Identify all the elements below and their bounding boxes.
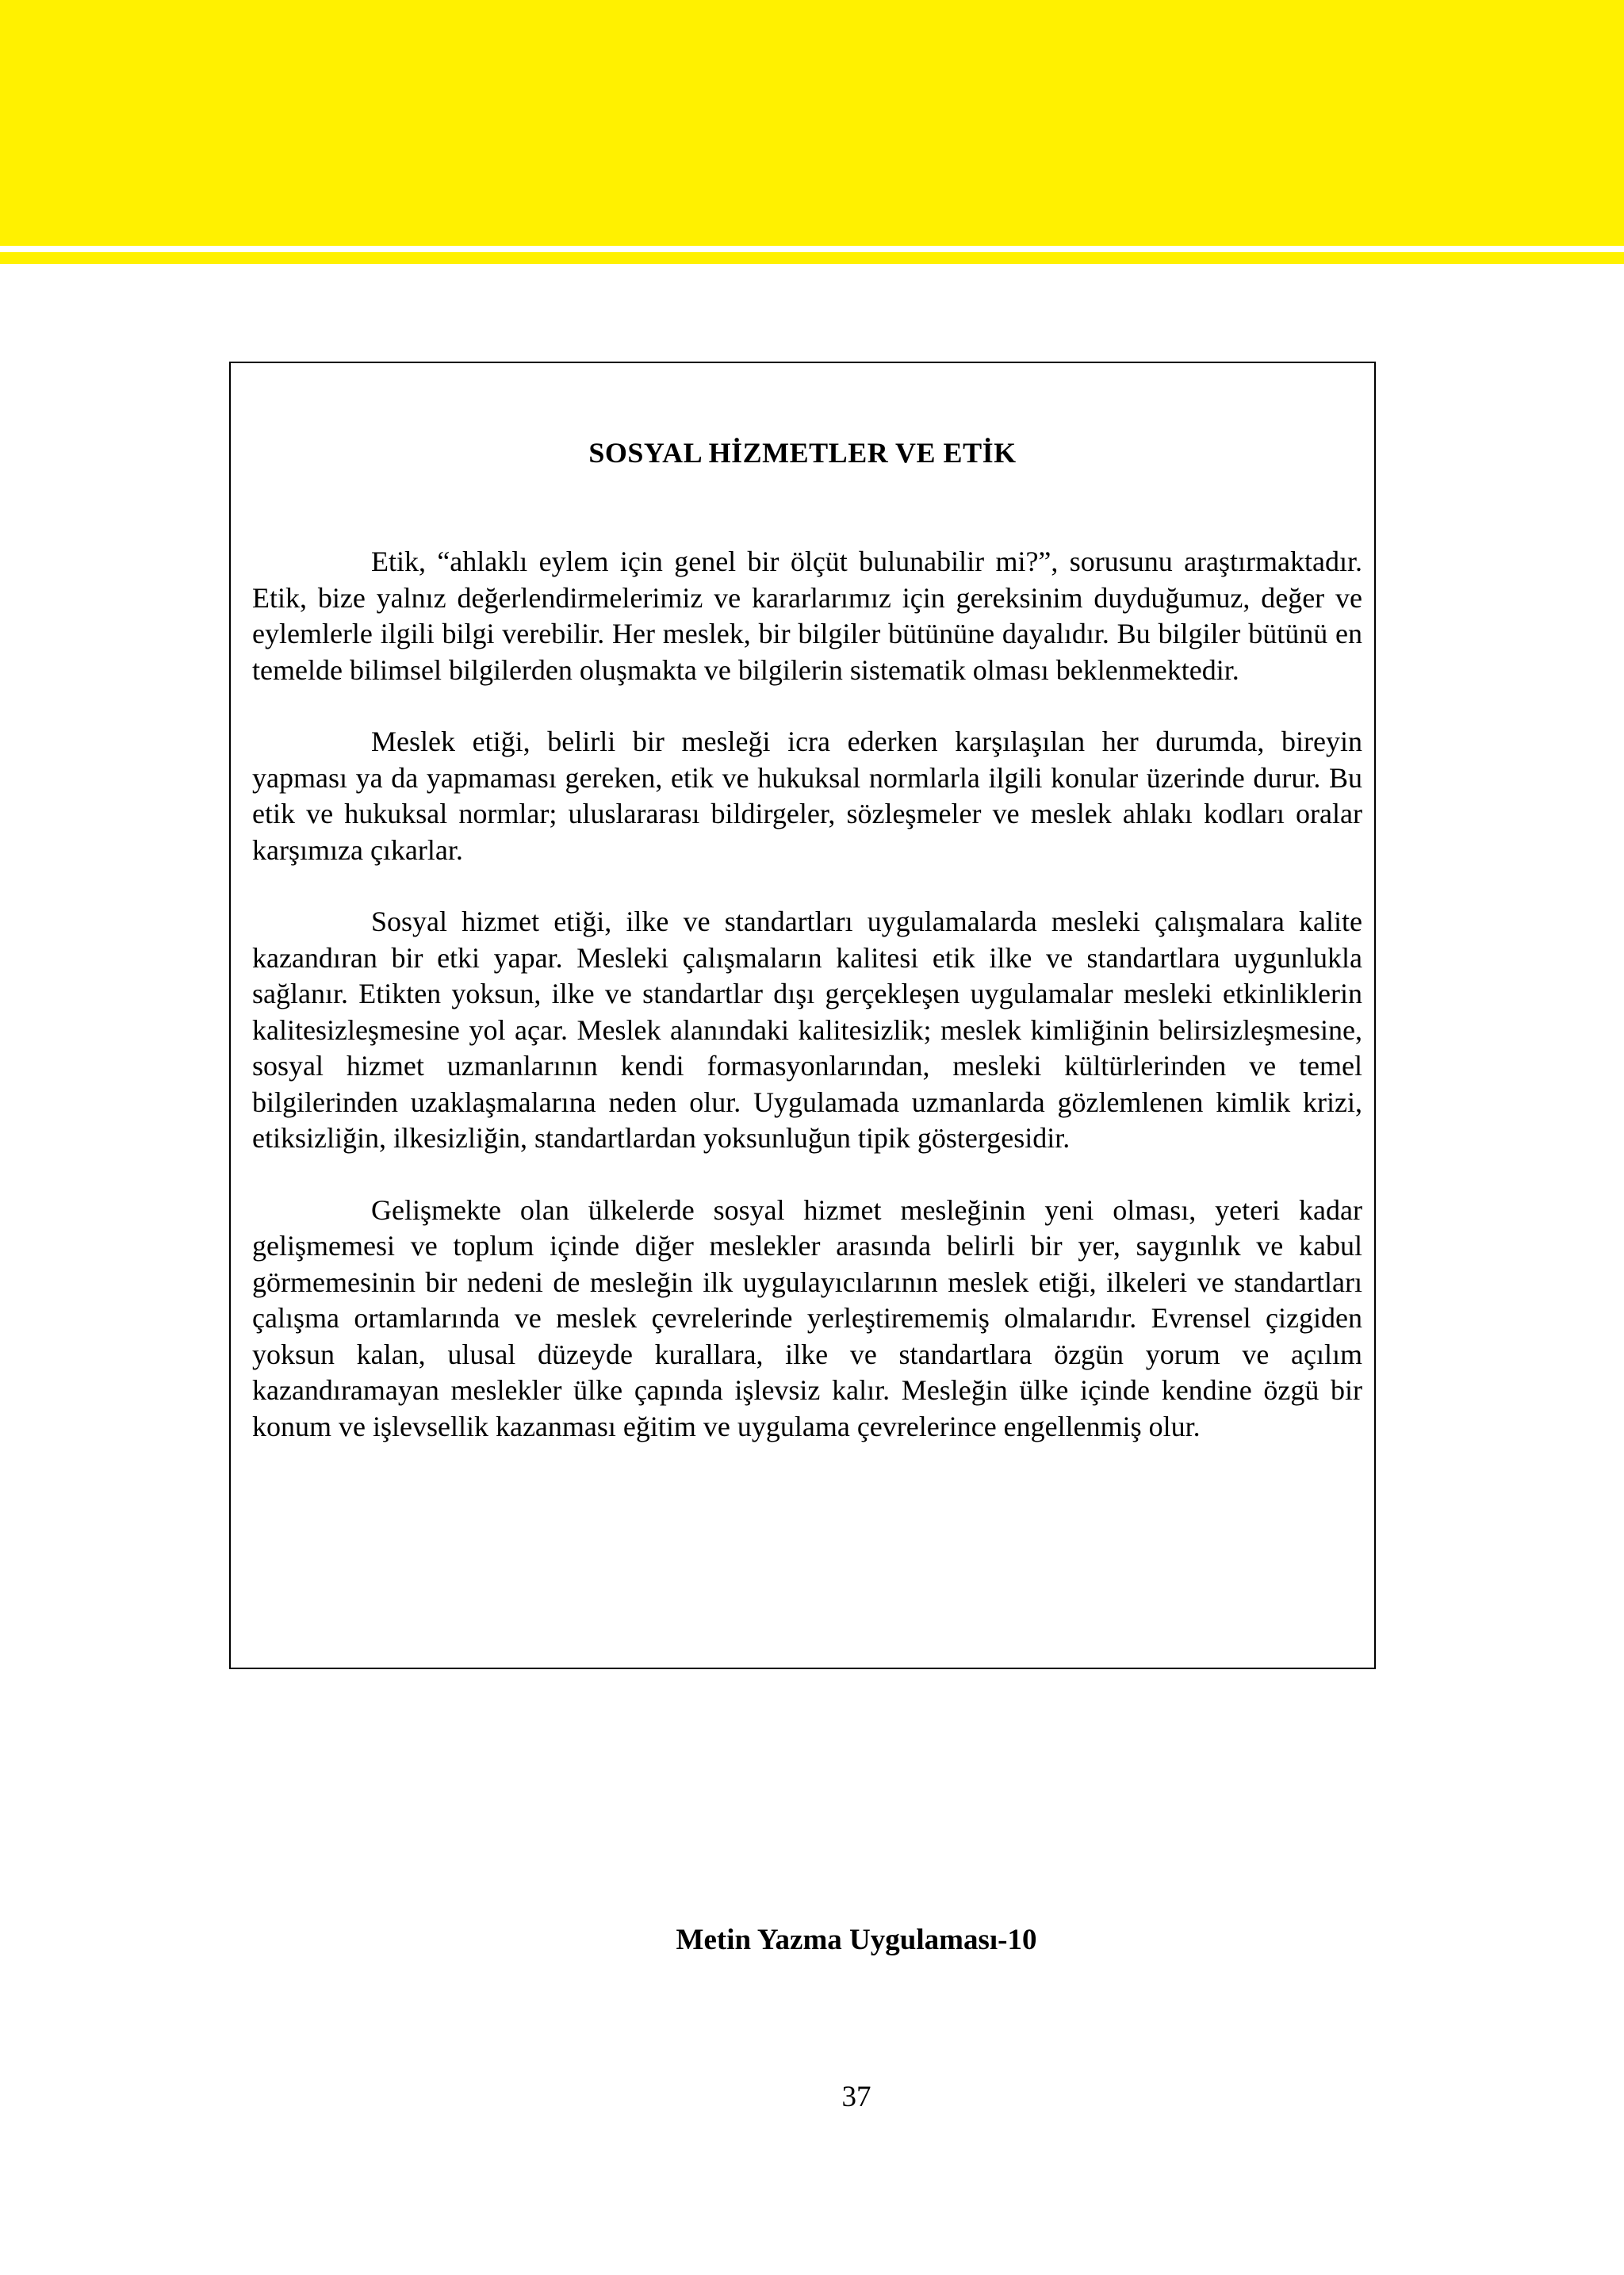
box-body bbox=[252, 544, 1362, 1480]
exercise-caption: Metin Yazma Uygulaması-10 bbox=[676, 1924, 1037, 1956]
text-box bbox=[229, 362, 1376, 1669]
box-title: SOSYAL HİZMETLER VE ETİK bbox=[588, 437, 1017, 469]
page-number: 37 bbox=[841, 2081, 871, 2113]
paragraph-3: Sosyal hizmet etiği, ilke ve standartları uygulamalarda mesleki çalışmalara kalite kazandıran bir etki yapar. Mesleki çalışmaların kalitesi etik ilke ve standartlara uygunlukla sağlanır. Etikten yoksun, ilke ve standartlar dışı gerçekleşen uygulamalar mesleki etkinliklerin kalitesizleşmesine yol açar. Meslek alanındaki kalitesizlik; meslek kimliğinin belirsizleşmesine, sosyal hizmet uzmanlarının kendi formasyonlarından, mesleki kültürlerinden ve temel bilgilerinden uzaklaşmalarına neden olur. Uygulamada uzmanlarda gözlemlenen kimlik krizi, etiksizliğin, ilkesizliğin, standartlardan yoksunluğun tipik göstergesidir. bbox=[252, 906, 1362, 1154]
top-yellow-stripe-lower bbox=[0, 256, 1624, 264]
paragraph-1: Etik, “ahlaklı eylem için genel bir ölçüt bulunabilir mi?”, sorusunu araştırmaktadır. Etik, bize yalnız değerlendirmelerimiz ve kararlarımız için gereksinim duyduğumuz, değer ve eylemlerle ilgili bilgi verebilir. Her meslek, bir bilgiler bütününe dayalıdır. Bu bilgiler bütünü en temelde bilimsel bilgilerden oluşmakta ve bilgilerin sistematik olması beklenmektedir. bbox=[252, 546, 1362, 686]
paragraph-4: Gelişmekte olan ülkelerde sosyal hizmet mesleğinin yeni olması, yeteri kadar gelişmemesi ve toplum içinde diğer meslekler arasında belirli bir yer, saygınlık ve kabul görmemesinin bir nedeni de mesleğin ilk uygulayıcılarının meslek etiği, ilkeleri ve standartları çalışma ortamlarında ve meslek çevrelerinde yerleştirememiş olmalarıdır. Evrensel çizgiden yoksun kalan, ulusal düzeyde kurallara, ilke ve standartlara özgün yorum ve açılım kazandıramayan meslekler ülke çapında işlevsiz kalır. Mesleğin ülke içinde kendine özgü bir konum ve işlevsellik kazanması eğitim ve uygulama çevrelerince engellenmiş olur. bbox=[252, 1193, 1362, 1442]
paragraph-2: Meslek etiği, belirli bir mesleği icra ederken karşılaşılan her durumda, bireyin yapması ya da yapmaması gereken, etik ve hukuksal normlarla ilgili konular üzerinde durur. Bu etik ve hukuksal normlar; uluslararası bildirgeler, sözleşmeler ve meslek ahlakı kodları oralar karşımıza çıkarlar. bbox=[252, 726, 1362, 866]
top-yellow-band bbox=[0, 0, 1624, 246]
